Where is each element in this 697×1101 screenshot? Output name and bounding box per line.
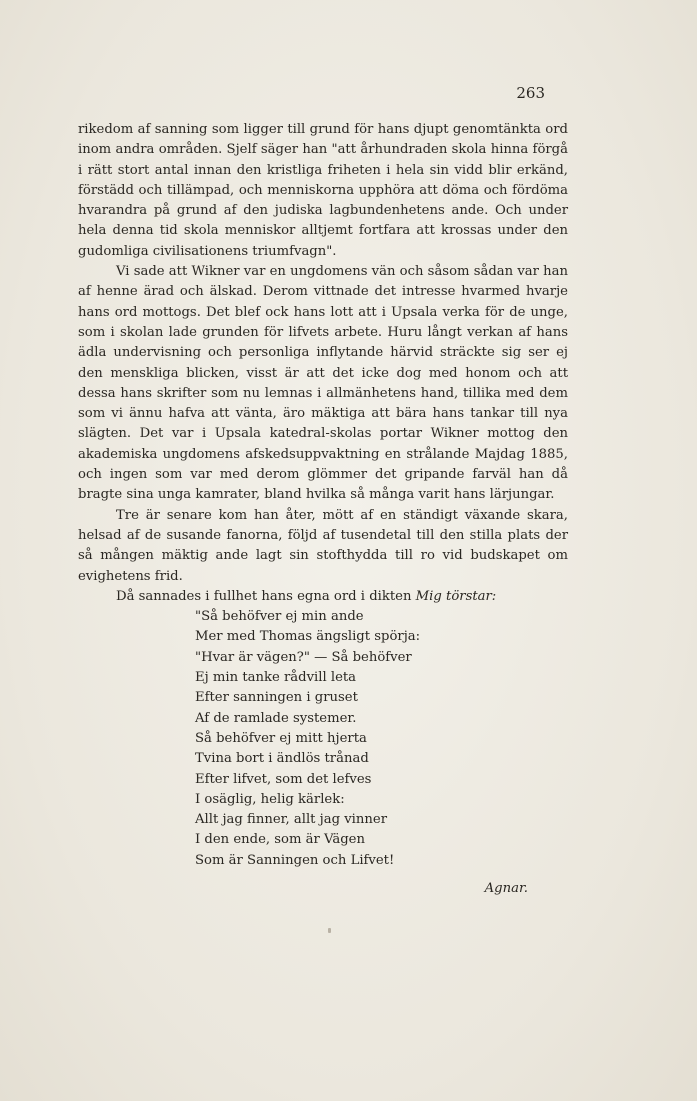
signature: Agnar. bbox=[484, 880, 528, 896]
text-body bbox=[78, 120, 568, 899]
poem bbox=[78, 607, 568, 871]
poem-line: Af de ramlade systemer. bbox=[195, 710, 357, 726]
poem-line: Allt jag finner, allt jag vinner bbox=[195, 812, 387, 828]
paragraph: rikedom af sanning som ligger till grund för hans djupt genomtänkta ord inom andra områden. Sjelf säger han "att århundraden skola hinna förgå i rätt stort antal innan den kristliga friheten i hela sin vidd blir erkänd, förstädd och tillämpad, och menniskorna upphöra att döma och fördöma hvarandra på grund af den judiska lagbundenhetens ande. Och under hela denna tid skola menniskor alltjemt fortfara att krossas under den gudomliga civilisationens triumfvagn". bbox=[78, 122, 568, 259]
poem-line: Efter lifvet, som det lefves bbox=[195, 771, 372, 787]
poem-line: "Hvar är vägen?" — Så behöfver bbox=[195, 649, 412, 665]
poem-intro-text: Då sannades i fullhet hans egna ord i dikten bbox=[116, 588, 412, 604]
paragraph: Tre är senare kom han åter, mött af en ständigt växande skara, helsad af de susande fanorna, följd af tusendetal till den stilla plats der så mången mäktig ande lagt sin stofthydda till ro vid budskapet om evighetens frid. bbox=[78, 507, 568, 584]
poem-line: "Så behöfver ej min ande bbox=[195, 609, 364, 625]
poem-line: Mer med Thomas ängsligt spörja: bbox=[195, 629, 421, 645]
page-number: 263 bbox=[516, 84, 545, 102]
paragraph: Vi sade att Wikner var en ungdomens vän och såsom sådan var han af henne ärad och älskad. Derom vittnade det intresse hvarmed hvarje hans ord mottogs. Det blef ock hans lott att i Upsala verka för de unge, som i skolan lade grunden för lifvets arbete. Huru långt verkan af hans ädla undervisning och personliga inflytande härvid sträckte sig ser ej den menskliga blicken, visst är att det icke dog med honom och att dessa hans skrifter som nu lemnas i allmänhetens hand, tillika med dem som vi ännu hafva att vänta, äro mäktiga att bära hans tankar till nya slägten. Det var i Upsala katedral-skolas portar Wikner mottog den akademiska ungdomens afskedsuppvaktning en strålande Majdag 1885, och ingen som var med derom glömmer det gripande farväl han då bragte sina unga kamrater, bland hvilka så många varit hans lärjungar. bbox=[78, 264, 568, 503]
poem-intro bbox=[78, 587, 568, 607]
paper-speck bbox=[328, 928, 331, 933]
poem-line: Så behöfver ej mitt hjerta bbox=[195, 730, 367, 746]
poem-line: Tvina bort i ändlös trånad bbox=[195, 751, 369, 767]
poem-line: Ej min tanke rådvill leta bbox=[195, 670, 357, 686]
poem-line: Som är Sanningen och Lifvet! bbox=[195, 852, 395, 868]
poem-line: Efter sanningen i gruset bbox=[195, 690, 358, 706]
poem-line: I den ende, som är Vägen bbox=[195, 832, 365, 848]
poem-line: I osäglig, helig kärlek: bbox=[195, 791, 345, 807]
poem-title: Mig törstar: bbox=[415, 588, 497, 604]
